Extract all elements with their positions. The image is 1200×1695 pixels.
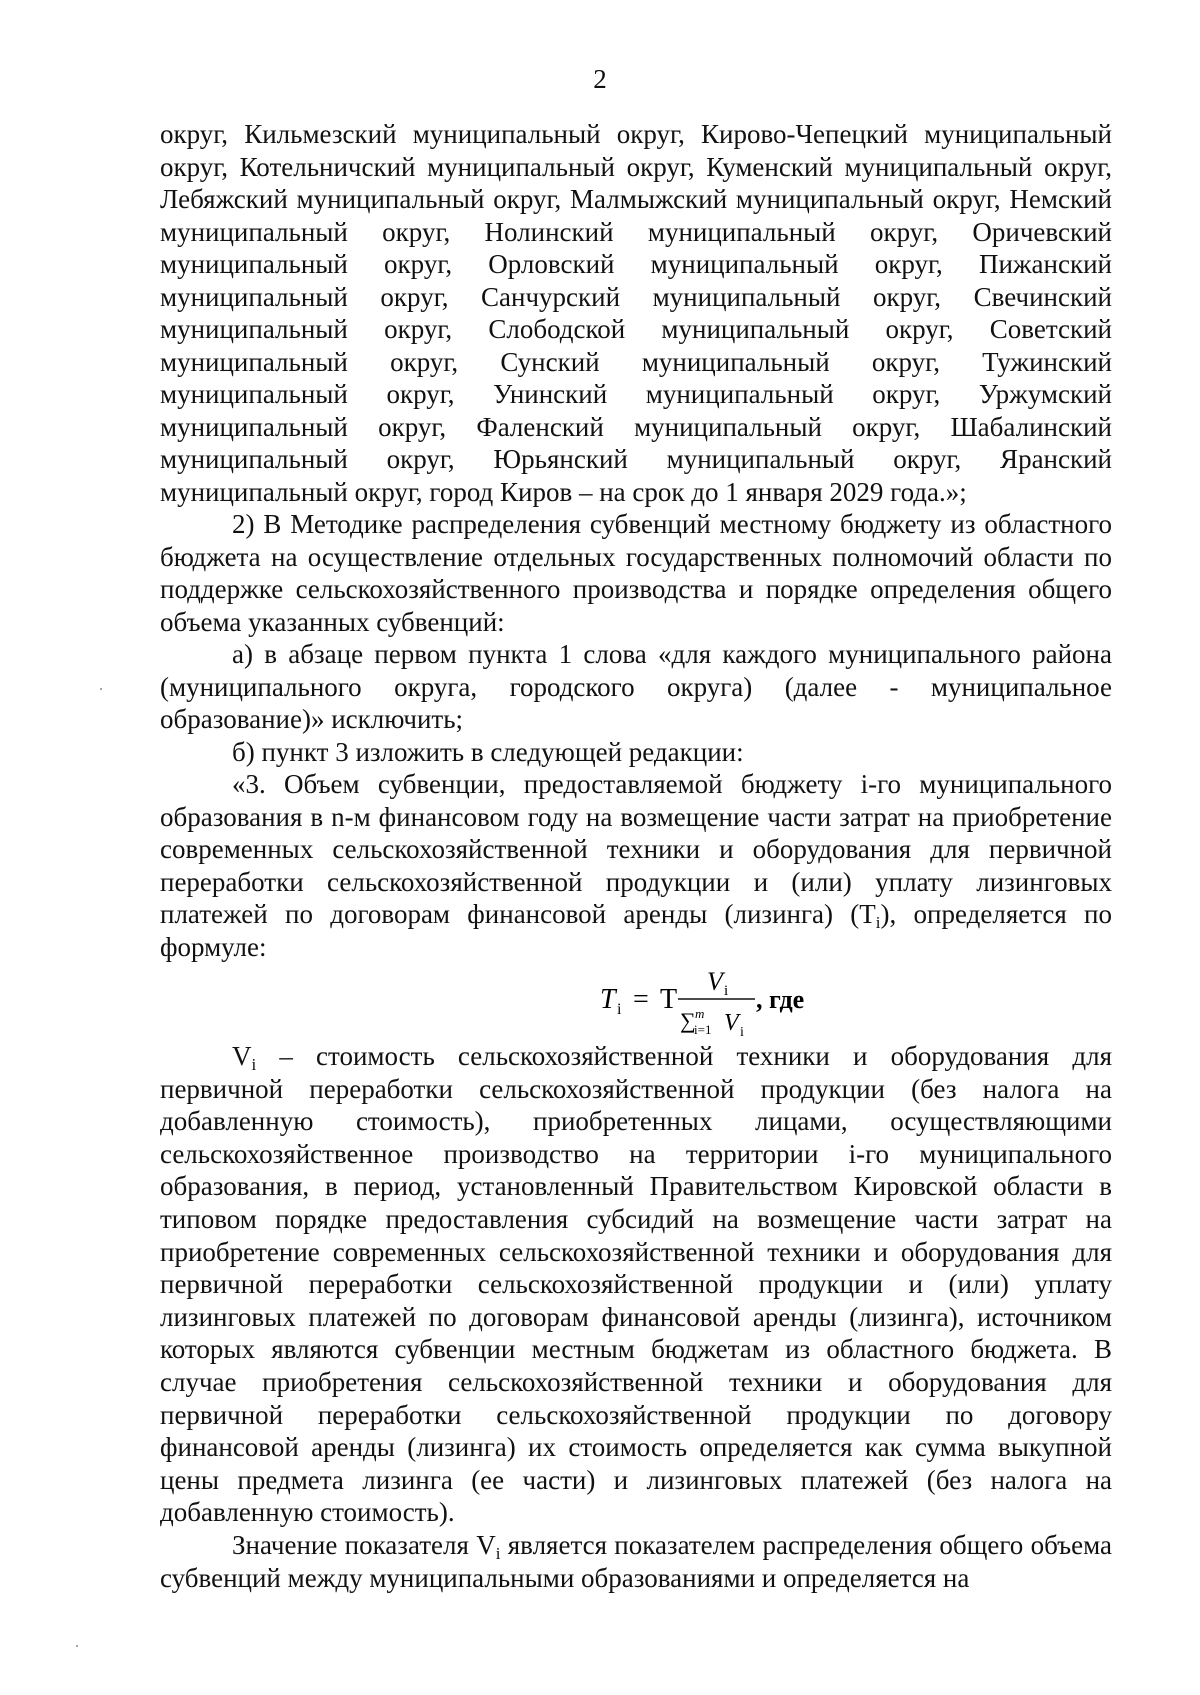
scan-speck <box>100 688 102 690</box>
paragraph-districts-list: округ, Кильмезский муниципальный округ, Кирово-Чепецкий муниципальный округ, Котельничский муниципальный округ, Куменский муниципальный округ, Лебяжский муниципальный округ, Малмыжский муниципальный округ, Немский муниципальный округ, Нолинский муниципальный округ, Оричевский муниципальный округ, Орловский муниципальный округ, Пижанский муниципальный округ, Санчурский муниципальный округ, Свечинский муниципальный округ, Слободской муниципальный округ, Советский муниципальный округ, Сунский муниципальный округ, Тужинский муниципальный округ, Унинский муниципальный округ, Уржумский муниципальный округ, Фаленский муниципальный округ, Шабалинский муниципальный округ, Юрьянский муниципальный округ, Яранский муниципальный округ, город Киров – на срок до 1 января 2029 года.»; <box>160 119 1112 507</box>
paragraph-methodology-intro: 2) В Методике распределения субвенций местному бюджету из областного бюджета на осуществление отдельных государственных полномочий области по поддержке сельскохозяйственного производства и порядке определения общего объема указанных субвенций: <box>160 509 1112 637</box>
formula-equals: = <box>633 984 649 1015</box>
formula-numerator-sub: i <box>724 983 729 999</box>
paragraph-vi-indicator <box>160 1529 1112 1594</box>
page-number: 2 <box>593 64 607 94</box>
vi-indicator-subscript: i <box>495 1543 501 1563</box>
vi-indicator-text-end: является показателем распределения общего объема субвенций между муниципальными образованиями и определяется на <box>160 1529 1112 1593</box>
formula-numerator: V <box>707 967 723 996</box>
formula-denominator: V <box>724 1010 739 1036</box>
formula-lhs-sub: i <box>617 1001 622 1018</box>
formula-denominator-sub: i <box>740 1025 744 1040</box>
body-text-upper <box>160 118 1112 963</box>
point-3-text-end: ), определяется по формуле: <box>160 899 1112 962</box>
body-text-lower <box>160 1040 1112 1594</box>
formula-coefficient: T <box>660 984 678 1015</box>
paragraph-item-b: б) пункт 3 изложить в следующей редакции: <box>232 736 744 767</box>
formula <box>600 962 840 1042</box>
formula-tail: , где <box>756 985 805 1014</box>
sum-lower-limit: i=1 <box>694 1022 712 1037</box>
vi-subscript: i <box>251 1055 257 1074</box>
point-3-text: «3. Объем субвенции, предоставляемой бюджету i-го муниципального образования в n-м финансовом году на возмещение части затрат на приобретение современных сельскохозяйственной техники и оборудования для первичной переработки сельскохозяйственной продукции и (или) уплату лизинговых платежей по договорам финансовой аренды (лизинга) (T <box>160 769 1112 929</box>
sum-sign: ∑ <box>680 1008 696 1033</box>
vi-indicator-text: Значение показателя V <box>232 1529 496 1560</box>
point-3-subscript: i <box>875 913 881 932</box>
formula-lhs: T <box>600 984 616 1015</box>
vi-symbol: V <box>232 1041 252 1071</box>
paragraph-item-a: а) в абзаце первом пункта 1 слова «для каждого муниципального района (муниципального округа, городского округа) (далее - муниципальное образование)» исключить; <box>160 639 1112 734</box>
paragraph-point-3 <box>160 768 1112 963</box>
scan-speck <box>76 1645 78 1647</box>
vi-definition-text: – стоимость сельскохозяйственной техники и оборудования для первичной переработки сельскохозяйственной продукции (без налога на добавленную стоимость), приобретенных лицами, осуществляющими сельскохозяйственное производство на территории i-го муниципального образования, в период, установленный Правительством Кировской области в типовом порядке предоставления субсидий на возмещение части затрат на приобретение современных сельскохозяйственной техники и оборудования для первичной переработки сельскохозяйственной продукции и (или) уплату лизинговых платежей по договорам финансовой аренды (лизинга), источником которых являются субвенции местным бюджетам из областного бюджета. В случае приобретения сельскохозяйственной техники и оборудования для первичной переработки сельскохозяйственной продукции по договору финансовой аренды (лизинга) их стоимость определяется как сумма выкупной цены предмета лизинга (ее части) и лизинговых платежей (без налога на добавленную стоимость). <box>160 1041 1112 1528</box>
paragraph-vi-definition <box>160 1040 1112 1529</box>
sum-upper-limit: m <box>695 1006 705 1021</box>
